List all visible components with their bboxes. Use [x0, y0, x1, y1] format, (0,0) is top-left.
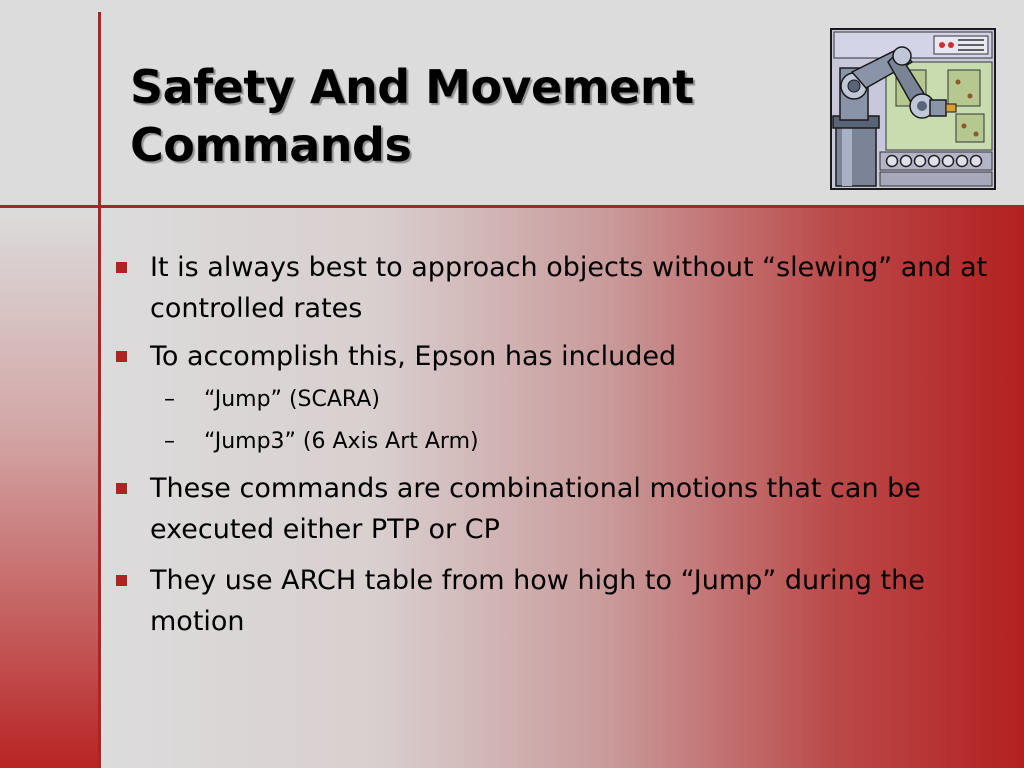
bullet-text: These commands are combinational motions that can be executed either PTP or CP — [150, 473, 921, 545]
slide-title: Safety And Movement Commands — [130, 60, 694, 172]
sub-bullet-item — [112, 426, 992, 458]
horizontal-rule — [0, 205, 1024, 208]
slide-content — [112, 247, 992, 642]
bullet-item — [112, 336, 992, 377]
bullet-item — [112, 468, 992, 550]
sub-bullet-item — [112, 384, 992, 416]
robot-arm-icon — [830, 28, 996, 190]
bullet-text: They use ARCH table from how high to “Jump” during the motion — [150, 565, 925, 637]
sub-bullet-dash: – — [164, 387, 175, 412]
sub-bullet-text: “Jump3” (6 Axis Art Arm) — [204, 429, 479, 454]
bullet-item — [112, 560, 992, 642]
sub-bullet-dash: – — [164, 429, 175, 454]
bullet-text: It is always best to approach objects without “slewing” and at controlled rates — [150, 252, 988, 324]
left-gradient-strip — [0, 207, 100, 768]
vertical-rule — [98, 12, 101, 768]
sub-bullet-text: “Jump” (SCARA) — [204, 387, 380, 412]
bullet-text: To accomplish this, Epson has included — [150, 341, 677, 372]
bullet-marker — [116, 483, 127, 494]
bullet-marker — [116, 262, 127, 273]
bullet-marker — [116, 351, 127, 362]
bullet-marker — [116, 575, 127, 586]
bullet-item — [112, 247, 992, 329]
